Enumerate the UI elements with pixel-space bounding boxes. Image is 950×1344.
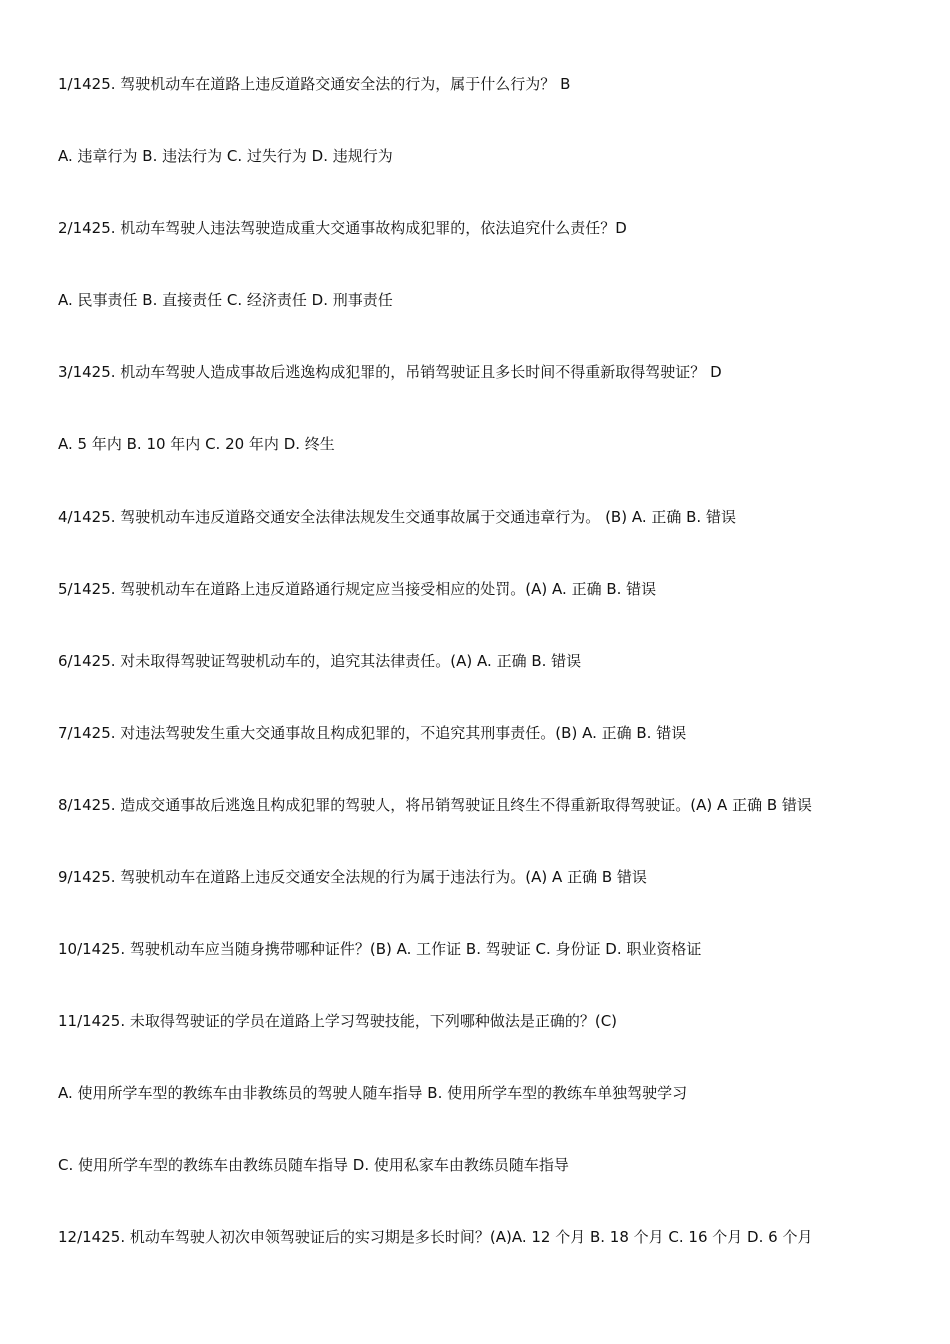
question-11-options-a-b: A. 使用所学车型的教练车由非教练员的驾驶人随车指导 B. 使用所学车型的教练车单独驾驶学习 <box>58 1084 688 1102</box>
question-8: 8/1425. 造成交通事故后逃逸且构成犯罪的驾驶人，将吊销驾驶证且终生不得重新取得驾驶证。(A) A 正确 B 错误 <box>58 796 812 814</box>
question-4: 4/1425. 驾驶机动车违反道路交通安全法律法规发生交通事故属于交通违章行为。 (B) A. 正确 B. 错误 <box>58 508 736 526</box>
question-6: 6/1425. 对未取得驾驶证驾驶机动车的，追究其法律责任。(A) A. 正确 B. 错误 <box>58 652 582 670</box>
question-5: 5/1425. 驾驶机动车在道路上违反道路通行规定应当接受相应的处罚。(A) A. 正确 B. 错误 <box>58 580 657 598</box>
question-11-options-c-d: C. 使用所学车型的教练车由教练员随车指导 D. 使用私家车由教练员随车指导 <box>58 1156 569 1174</box>
question-9: 9/1425. 驾驶机动车在道路上违反交通安全法规的行为属于违法行为。(A) A 正确 B 错误 <box>58 868 647 886</box>
question-1-options: A. 违章行为 B. 违法行为 C. 过失行为 D. 违规行为 <box>58 147 393 165</box>
question-7: 7/1425. 对违法驾驶发生重大交通事故且构成犯罪的，不追究其刑事责任。(B) A. 正确 B. 错误 <box>58 724 687 742</box>
question-3: 3/1425. 机动车驾驶人造成事故后逃逸构成犯罪的，吊销驾驶证且多长时间不得重新取得驾驶证？ D <box>58 363 722 381</box>
question-2: 2/1425. 机动车驾驶人违法驾驶造成重大交通事故构成犯罪的，依法追究什么责任？D <box>58 219 627 237</box>
question-1: 1/1425. 驾驶机动车在道路上违反道路交通安全法的行为，属于什么行为？ B <box>58 75 571 93</box>
question-10: 10/1425. 驾驶机动车应当随身携带哪种证件？(B) A. 工作证 B. 驾驶证 C. 身份证 D. 职业资格证 <box>58 940 702 958</box>
question-11: 11/1425. 未取得驾驶证的学员在道路上学习驾驶技能，下列哪种做法是正确的？(C) <box>58 1012 618 1030</box>
question-2-options: A. 民事责任 B. 直接责任 C. 经济责任 D. 刑事责任 <box>58 291 393 309</box>
question-3-options: A. 5 年内 B. 10 年内 C. 20 年内 D. 终生 <box>58 435 335 453</box>
question-12: 12/1425. 机动车驾驶人初次申领驾驶证后的实习期是多长时间？(A)A. 12 个月 B. 18 个月 C. 16 个月 D. 6 个月 <box>58 1228 813 1246</box>
